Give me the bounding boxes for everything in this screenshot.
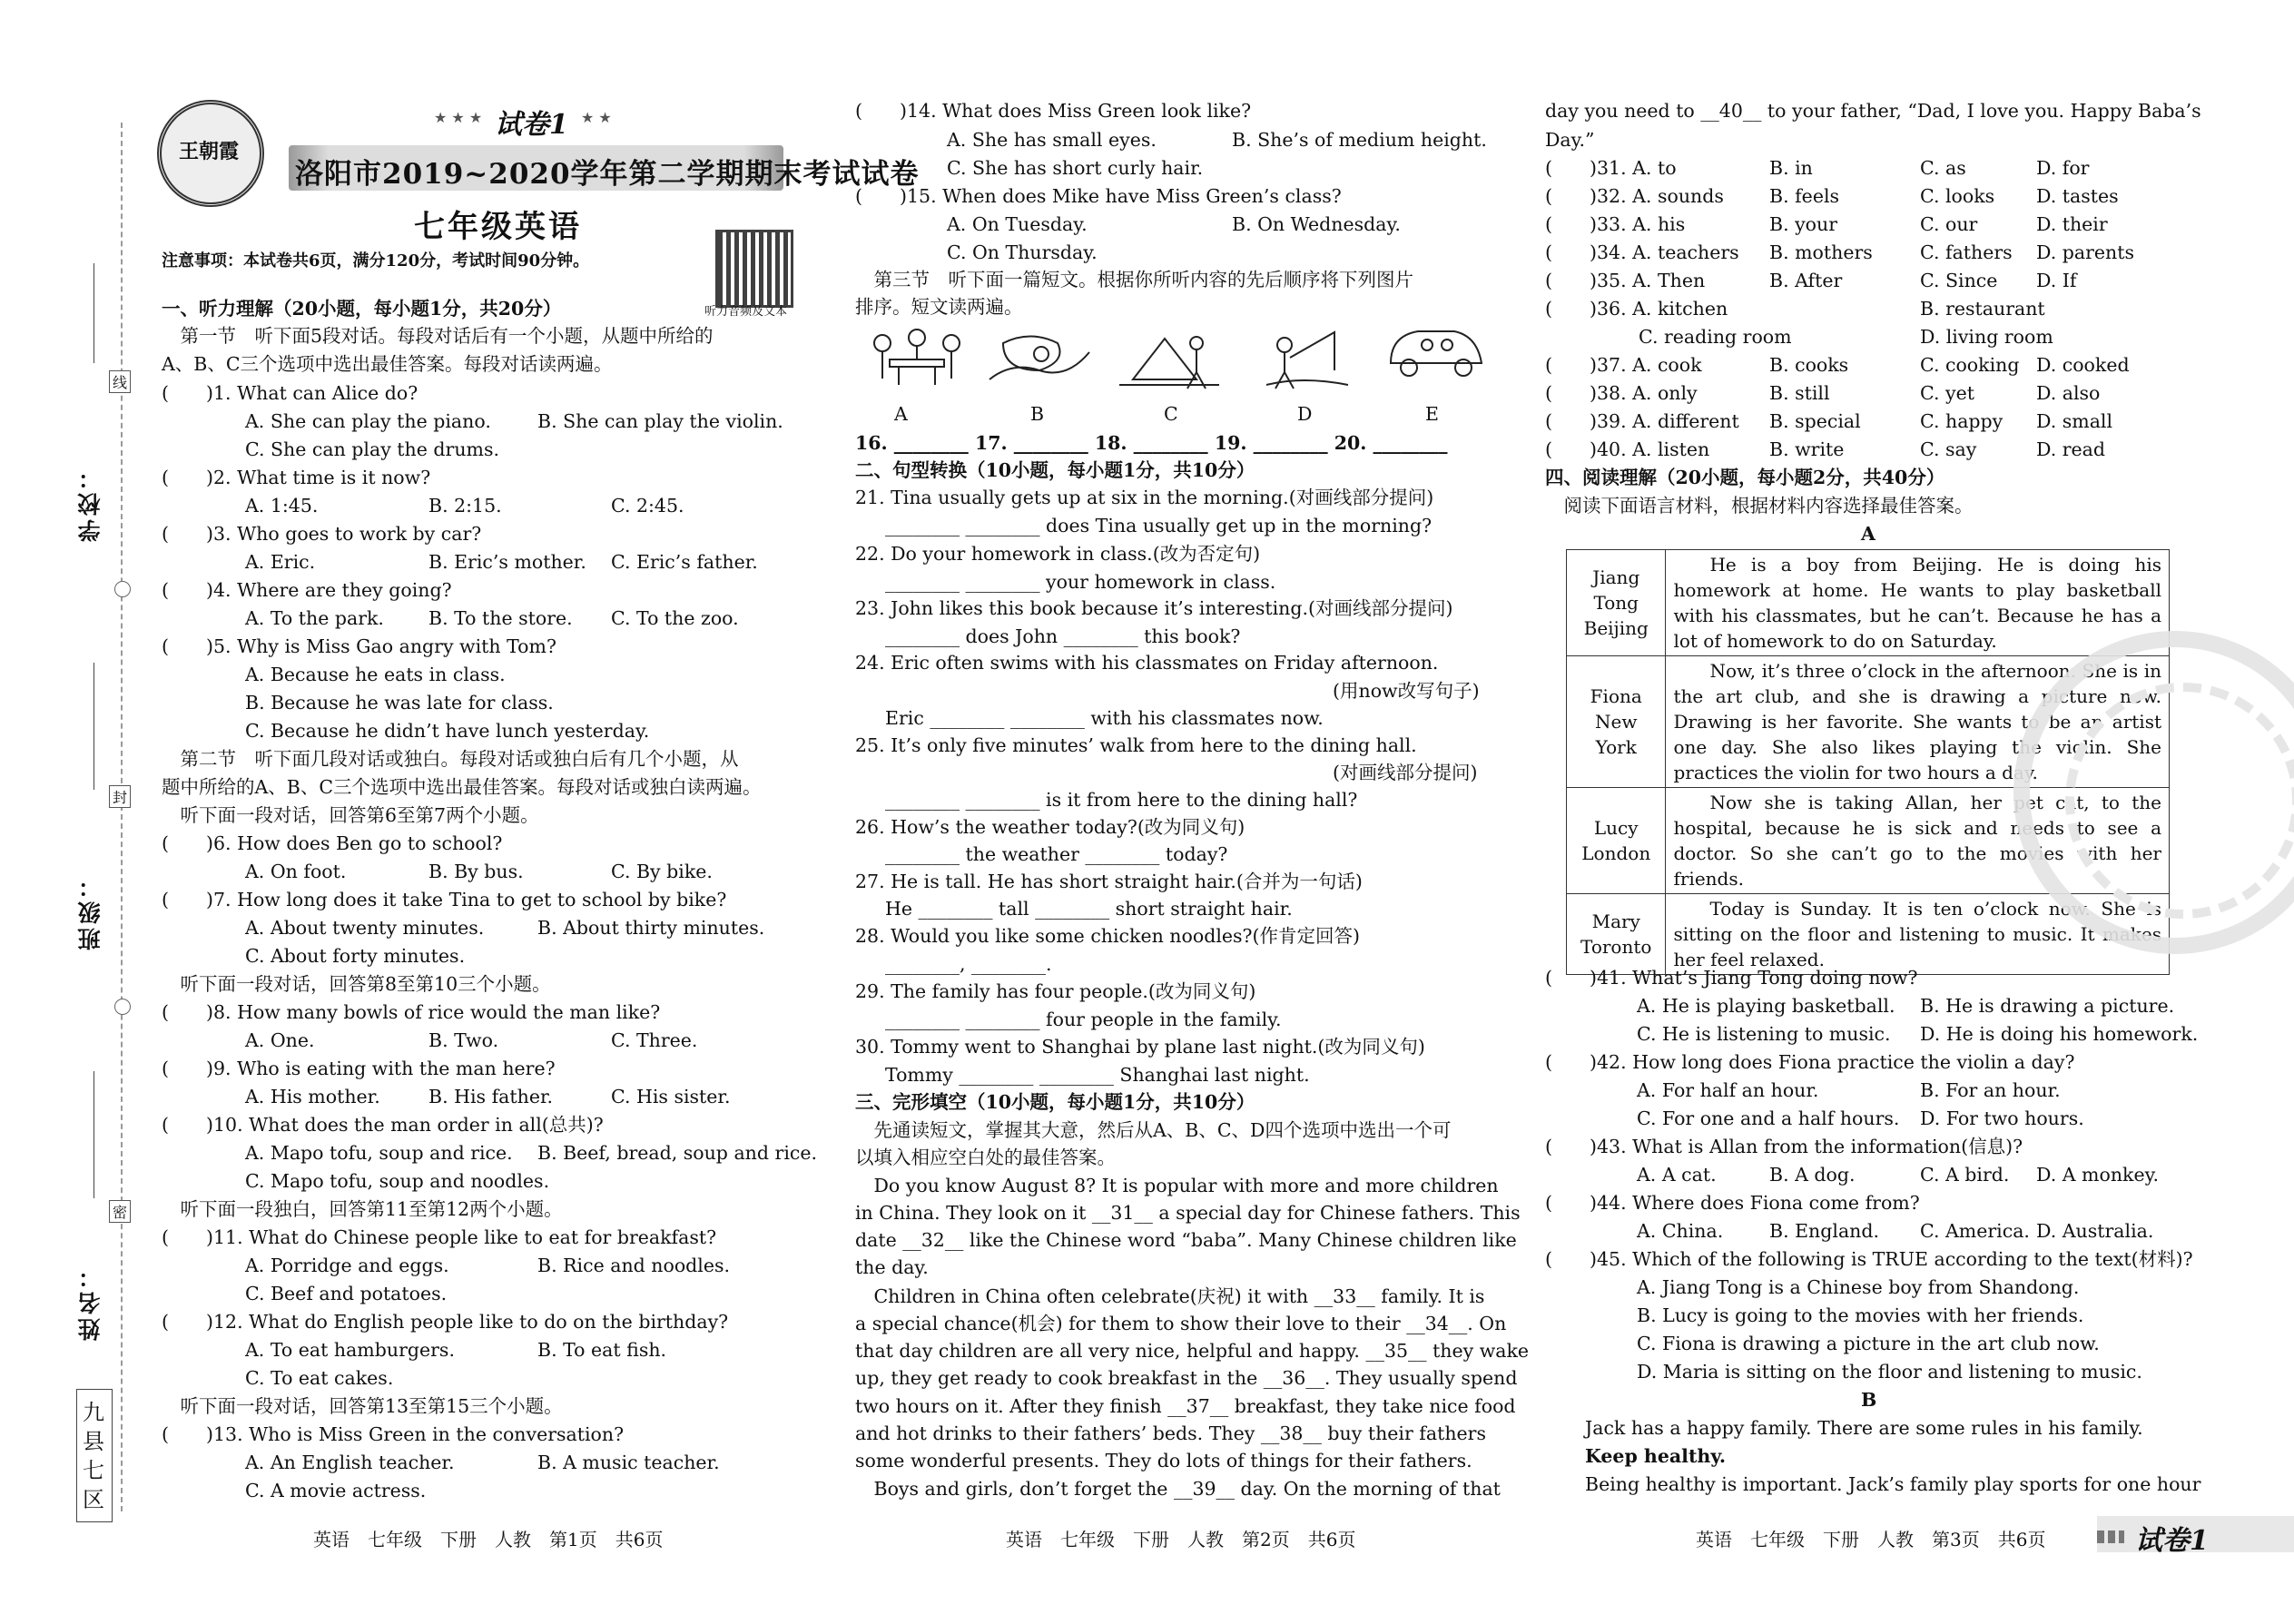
question: ( )2. What time is it now? bbox=[162, 467, 431, 488]
instruction: 听下面一段对话，回答第13至第15三个小题。 bbox=[162, 1395, 563, 1417]
option: D. living room bbox=[1920, 326, 2053, 348]
cloze-question: ( )39. A. different bbox=[1545, 410, 1739, 432]
cloze-question: ( )33. A. his bbox=[1545, 213, 1686, 235]
passage-line: some wonderful presents. They do lots of things for their fathers. bbox=[855, 1450, 1472, 1471]
option: C. To the zoo. bbox=[611, 607, 739, 629]
instruction: 题中所给的A、B、C三个选项中选出最佳答案。每段对话或独白读两遍。 bbox=[162, 776, 762, 798]
question: ( )43. What is Allan from the information(信息)? bbox=[1545, 1136, 2023, 1157]
option: B. cooks bbox=[1769, 354, 1849, 376]
cloze-question: ( )40. A. listen bbox=[1545, 438, 1710, 460]
passage-line: Being healthy is important. Jack’s family play sports for one hour bbox=[1585, 1473, 2201, 1495]
option: D. their bbox=[2036, 213, 2108, 235]
picture-c bbox=[1115, 325, 1222, 390]
option: B. still bbox=[1769, 382, 1830, 404]
section-heading: 二、句型转换（10小题，每小题1分，共10分） bbox=[855, 459, 1255, 481]
option: C. About forty minutes. bbox=[245, 945, 466, 967]
question: 28. Would you like some chicken noodles?(作肯定回答) bbox=[855, 925, 1361, 947]
option: B. To the store. bbox=[428, 607, 573, 629]
series-label: 试卷1 bbox=[495, 109, 568, 141]
picture-a bbox=[862, 325, 970, 390]
question: ( )41. What’s Jiang Tong doing now? bbox=[1545, 967, 1918, 989]
question: ( )6. How does Ben go to school? bbox=[162, 832, 503, 854]
instruction: 阅读下面语言材料，根据材料内容选择最佳答案。 bbox=[1545, 495, 1974, 517]
option: C. looks bbox=[1920, 185, 1995, 207]
instruction: 听下面一段对话，回答第8至第10三个小题。 bbox=[162, 973, 551, 995]
instruction-note: (用now改写句子) bbox=[1333, 680, 1480, 702]
passage-line: that day children are all very nice, helpful and happy. __35__ they wake bbox=[855, 1340, 1530, 1362]
instruction: 第三节 听下面一篇短文。根据你所听内容的先后顺序将下列图片 bbox=[855, 269, 1413, 290]
option: B. On Wednesday. bbox=[1232, 213, 1401, 235]
question: ( )11. What do Chinese people like to eat for breakfast? bbox=[162, 1226, 717, 1248]
footer-page-3: 英语 七年级 下册 人教 第3页 共6页 bbox=[1696, 1529, 2046, 1550]
answer-line[interactable]: He ________ tall ________ short straight hair. bbox=[885, 898, 1293, 920]
footer-page-1: 英语 七年级 下册 人教 第1页 共6页 bbox=[313, 1529, 664, 1550]
exam-title: 洛阳市2019~2020学年第二学期期末考试试卷 bbox=[295, 158, 920, 191]
seal-close-tag: 密 bbox=[109, 1200, 131, 1223]
cloze-question: ( )38. A. only bbox=[1545, 382, 1698, 404]
series-star-icon: ★ ★ bbox=[581, 109, 612, 126]
option: B. For an hour. bbox=[1920, 1079, 2061, 1101]
option: D. parents bbox=[2036, 241, 2134, 263]
answer-line[interactable]: ________ ________ does Tina usually get up in the morning? bbox=[885, 515, 1433, 536]
option: A. Mapo tofu, soup and rice. bbox=[245, 1142, 513, 1164]
question: 29. The family has four people.(改为同义句) bbox=[855, 980, 1256, 1002]
picture-label: A bbox=[894, 403, 908, 425]
option: B. Two. bbox=[428, 1029, 499, 1051]
option: B. special bbox=[1769, 410, 1861, 432]
question: ( )15. When does Mike have Miss Green’s class? bbox=[855, 185, 1342, 207]
option: D. For two hours. bbox=[1920, 1107, 2084, 1129]
cloze-question: ( )31. A. to bbox=[1545, 157, 1677, 179]
option: D. cooked bbox=[2036, 354, 2130, 376]
option: A. A cat. bbox=[1637, 1164, 1717, 1186]
instruction: 第二节 听下面几段对话或独白。每段对话或独白后有几个小题，从 bbox=[162, 748, 739, 770]
option: C. yet bbox=[1920, 382, 1974, 404]
footer-page-2: 英语 七年级 下册 人教 第2页 共6页 bbox=[1006, 1529, 1356, 1550]
option: A. Eric. bbox=[245, 551, 316, 573]
instruction: 听下面一段对话，回答第6至第7两个小题。 bbox=[162, 804, 539, 826]
option: A. On Tuesday. bbox=[947, 213, 1088, 235]
brand-logo-text: 王朝霞 bbox=[178, 140, 239, 163]
option: B. 2:15. bbox=[428, 495, 502, 517]
question: ( )42. How long does Fiona practice the violin a day? bbox=[1545, 1051, 2075, 1073]
question: ( )8. How many bowls of rice would the man like? bbox=[162, 1001, 661, 1023]
notice-text: 注意事项：本试卷共6页，满分120分，考试时间90分钟。 bbox=[162, 251, 590, 271]
option: D. tastes bbox=[2036, 185, 2119, 207]
option: C. Mapo tofu, soup and noodles. bbox=[245, 1170, 550, 1192]
instruction: 排序。短文读两遍。 bbox=[855, 296, 1023, 318]
option: A. For half an hour. bbox=[1637, 1079, 1819, 1101]
badge-squares-icon bbox=[2097, 1530, 2124, 1543]
option: A. China. bbox=[1637, 1220, 1724, 1242]
option: B. Rice and noodles. bbox=[537, 1255, 731, 1276]
name-label: 姓名： bbox=[77, 1262, 103, 1341]
option: B. Because he was late for class. bbox=[245, 692, 554, 714]
option: B. To eat fish. bbox=[537, 1339, 667, 1361]
answer-line[interactable]: ________ ________ your homework in class. bbox=[885, 571, 1276, 593]
instruction: 第一节 听下面5段对话。每段对话后有一个小题，从题中所给的 bbox=[162, 325, 714, 347]
answer-line[interactable]: ________ ________ four people in the family. bbox=[885, 1009, 1282, 1030]
passage-line: day you need to __40__ to your father, “Dad, I love you. Happy Baba’s bbox=[1545, 100, 2201, 122]
answer-blanks[interactable]: 16. ________ 17. ________ 18. ________ 19. ________ 20. ________ bbox=[855, 432, 1448, 454]
paper-badge: 试卷1 bbox=[2135, 1525, 2209, 1557]
passage-line: two hours on it. After they finish __37__ breakfast, they take nice food bbox=[855, 1395, 1516, 1417]
option: C. Fiona is drawing a picture in the art club now. bbox=[1637, 1333, 2100, 1354]
option: C. To eat cakes. bbox=[245, 1367, 394, 1389]
option: C. Because he didn’t have lunch yesterday. bbox=[245, 720, 650, 742]
question: 30. Tommy went to Shanghai by plane last night.(改为同义句) bbox=[855, 1036, 1425, 1058]
option: B. feels bbox=[1769, 185, 1840, 207]
picture-label: D bbox=[1297, 403, 1313, 425]
option: C. She has short curly hair. bbox=[947, 157, 1204, 179]
option: B. She can play the violin. bbox=[537, 410, 783, 432]
option: C. say bbox=[1920, 438, 1977, 460]
option: C. His sister. bbox=[611, 1086, 731, 1107]
option: B. your bbox=[1769, 213, 1838, 235]
option: D. for bbox=[2036, 157, 2090, 179]
option: B. By bus. bbox=[428, 861, 524, 882]
option: C. Eric’s father. bbox=[611, 551, 758, 573]
question: ( )4. Where are they going? bbox=[162, 579, 452, 601]
qr-code bbox=[715, 230, 793, 308]
option: B. His father. bbox=[428, 1086, 554, 1107]
option: A. About twenty minutes. bbox=[245, 917, 485, 939]
option: B. After bbox=[1769, 270, 1843, 291]
passage-subheading: Keep healthy. bbox=[1585, 1445, 1727, 1467]
passage-line: Children in China often celebrate(庆祝) it with __33__ family. It is bbox=[855, 1285, 1485, 1307]
cloze-question: ( )35. A. Then bbox=[1545, 270, 1706, 291]
picture-label: E bbox=[1425, 403, 1439, 425]
option: B. restaurant bbox=[1920, 298, 2045, 320]
option: C. 2:45. bbox=[611, 495, 684, 517]
option: B. Beef, bread, soup and rice. bbox=[537, 1142, 818, 1164]
class-label: 班级： bbox=[77, 871, 103, 950]
instruction: A、B、C三个选项中选出最佳答案。每段对话读两遍。 bbox=[162, 353, 613, 375]
question: 22. Do your homework in class.(改为否定句) bbox=[855, 543, 1261, 565]
option: A. One. bbox=[245, 1029, 315, 1051]
watermark-seal-inner bbox=[2065, 683, 2294, 919]
question: ( )1. What can Alice do? bbox=[162, 382, 418, 404]
table-cell-text: He is a boy from Beijing. He is doing his homework at home. He wants to play basketball with his classmates, but he can’t. Because he has a lot of homework to do on Saturday. bbox=[1666, 550, 2170, 656]
question: ( )14. What does Miss Green look like? bbox=[855, 100, 1252, 122]
option: A. She can play the piano. bbox=[245, 410, 491, 432]
picture-d bbox=[1248, 325, 1355, 390]
option: C. America. bbox=[1920, 1220, 2030, 1242]
option: C. A bird. bbox=[1920, 1164, 2010, 1186]
passage-line: the day. bbox=[855, 1256, 929, 1278]
option: A. On foot. bbox=[245, 861, 347, 882]
passage-line: Boys and girls, don’t forget the __39__ day. On the morning of that bbox=[855, 1478, 1501, 1500]
option: B. write bbox=[1769, 438, 1845, 460]
option: A. 1:45. bbox=[245, 495, 319, 517]
qr-caption: 听力音频及文本 bbox=[704, 305, 788, 319]
question: ( )9. Who is eating with the man here? bbox=[162, 1058, 556, 1079]
passage-line: and hot drinks to their fathers’ beds. They __38__ buy their fathers bbox=[855, 1422, 1486, 1444]
option: B. He is drawing a picture. bbox=[1920, 995, 2175, 1017]
table-cell-text: Now, it’s three o’clock in the afternoon. She is in the art club, and she is drawing a picture now. Drawing is her favorite. She wants to be an artist one day. She also likes playing the violin. She practices the violin for two hours a day. bbox=[1666, 656, 2170, 788]
option: B. Eric’s mother. bbox=[428, 551, 586, 573]
answer-line[interactable]: ________ ________ is it from here to the dining hall? bbox=[885, 789, 1358, 811]
passage-line: Do you know August 8? It is popular with more and more children bbox=[855, 1175, 1499, 1196]
question: ( )7. How long does it take Tina to get to school by bike? bbox=[162, 889, 727, 910]
question: ( )10. What does the man order in all(总共)? bbox=[162, 1114, 604, 1136]
question: 25. It’s only five minutes’ walk from here to the dining hall. bbox=[855, 734, 1417, 756]
option: A. To the park. bbox=[245, 607, 384, 629]
binding-dot-icon bbox=[114, 999, 131, 1015]
passage-line: Day.” bbox=[1545, 129, 1595, 151]
option: C. Since bbox=[1920, 270, 1998, 291]
option: C. fathers bbox=[1920, 241, 2013, 263]
section-heading: 一、听力理解（20小题，每小题1分，共20分） bbox=[162, 298, 562, 320]
passage-label-a: A bbox=[1861, 523, 1876, 545]
question: ( )3. Who goes to work by car? bbox=[162, 523, 482, 545]
option: A. Because he eats in class. bbox=[245, 664, 506, 685]
option: D. small bbox=[2036, 410, 2113, 432]
table-row bbox=[1567, 550, 2170, 656]
table-cell-name: Mary Toronto bbox=[1567, 894, 1666, 975]
option: B. mothers bbox=[1769, 241, 1873, 263]
question: ( )12. What do English people like to do on the birthday? bbox=[162, 1311, 729, 1333]
picture-e bbox=[1382, 318, 1489, 383]
instruction: 以填入相应空白处的最佳答案。 bbox=[855, 1147, 1116, 1168]
series-star-icon: ★ ★ ★ bbox=[434, 109, 483, 126]
option: A. She has small eyes. bbox=[947, 129, 1157, 151]
instruction-note: (对画线部分提问) bbox=[1333, 762, 1478, 783]
picture-label: C bbox=[1164, 403, 1178, 425]
region-label: 九县七区 bbox=[83, 1400, 104, 1512]
option: A. Porridge and eggs. bbox=[245, 1255, 449, 1276]
answer-line[interactable]: ________ the weather ________ today? bbox=[885, 843, 1228, 865]
answer-line[interactable]: Tommy ________ ________ Shanghai last night. bbox=[885, 1064, 1310, 1086]
option: D. Australia. bbox=[2036, 1220, 2154, 1242]
option: A. Jiang Tong is a Chinese boy from Shandong. bbox=[1637, 1276, 2080, 1298]
table-cell-name: Fiona New York bbox=[1567, 656, 1666, 788]
option: C. On Thursday. bbox=[947, 241, 1098, 263]
question: 26. How’s the weather today?(改为同义句) bbox=[855, 816, 1245, 838]
option: C. He is listening to music. bbox=[1637, 1023, 1891, 1045]
option: A. He is playing basketball. bbox=[1637, 995, 1895, 1017]
binding-dash-line bbox=[121, 123, 123, 1511]
option: C. Three. bbox=[611, 1029, 698, 1051]
option: B. She’s of medium height. bbox=[1232, 129, 1487, 151]
option: B. A music teacher. bbox=[537, 1452, 720, 1473]
exam-subject: 七年级英语 bbox=[414, 209, 582, 245]
cloze-question: ( )34. A. teachers bbox=[1545, 241, 1739, 263]
seal-line-tag: 线 bbox=[109, 370, 131, 393]
option: C. Beef and potatoes. bbox=[245, 1283, 448, 1304]
picture-label: B bbox=[1030, 403, 1045, 425]
section-heading: 三、完形填空（10小题，每小题1分，共10分） bbox=[855, 1091, 1255, 1113]
option: A. An English teacher. bbox=[245, 1452, 455, 1473]
question: ( )44. Where does Fiona come from? bbox=[1545, 1192, 1920, 1214]
option: D. also bbox=[2036, 382, 2101, 404]
option: C. our bbox=[1920, 213, 1978, 235]
answer-line[interactable]: ________ does John ________ this book? bbox=[885, 625, 1241, 647]
option: C. reading room bbox=[1639, 326, 1792, 348]
passage-line: in China. They look on it __31__ a special day for Chinese fathers. This bbox=[855, 1202, 1521, 1224]
table-cell-name: Jiang Tong Beijing bbox=[1567, 550, 1666, 656]
question: 23. John likes this book because it’s interesting.(对画线部分提问) bbox=[855, 597, 1453, 619]
option: C. as bbox=[1920, 157, 1966, 179]
instruction: 听下面一段独白，回答第11至第12两个小题。 bbox=[162, 1198, 563, 1220]
option: D. He is doing his homework. bbox=[1920, 1023, 2199, 1045]
passage-line: up, they get ready to cook breakfast in the __36__. They usually spend bbox=[855, 1367, 1518, 1389]
option: C. cooking bbox=[1920, 354, 2020, 376]
option: A. His mother. bbox=[245, 1086, 380, 1107]
option: B. in bbox=[1769, 157, 1813, 179]
option: D. Maria is sitting on the floor and listening to music. bbox=[1637, 1361, 2142, 1383]
option: C. She can play the drums. bbox=[245, 438, 499, 460]
option: D. read bbox=[2036, 438, 2106, 460]
option: D. If bbox=[2036, 270, 2077, 291]
option: C. By bike. bbox=[611, 861, 713, 882]
option: C. happy bbox=[1920, 410, 2004, 432]
question: ( )5. Why is Miss Gao angry with Tom? bbox=[162, 635, 556, 657]
cloze-question: ( )36. A. kitchen bbox=[1545, 298, 1728, 320]
cloze-question: ( )32. A. sounds bbox=[1545, 185, 1724, 207]
binding-dot-icon bbox=[114, 581, 131, 597]
instruction: 先通读短文，掌握其大意，然后从A、B、C、D四个选项中选出一个可 bbox=[855, 1119, 1452, 1141]
seal-seal-tag: 封 bbox=[109, 785, 131, 808]
answer-line[interactable]: ________, ________. bbox=[885, 953, 1052, 975]
table-cell-text: Now she is taking Allan, her pet cat, to the hospital, because he is sick and needs to see a doctor. So she can’t go to the movies with her friends. bbox=[1666, 788, 2170, 894]
question: ( )45. Which of the following is TRUE according to the text(材料)? bbox=[1545, 1248, 2193, 1270]
passage-line: a special chance(机会) for them to show their love to their __34__. On bbox=[855, 1313, 1507, 1334]
option: B. A dog. bbox=[1769, 1164, 1856, 1186]
option: A. To eat hamburgers. bbox=[245, 1339, 455, 1361]
question: 24. Eric often swims with his classmates on Friday afternoon. bbox=[855, 652, 1439, 674]
question: ( )13. Who is Miss Green in the conversation? bbox=[162, 1423, 625, 1445]
passage-label-b: B bbox=[1861, 1389, 1877, 1411]
question: 21. Tina usually gets up at six in the morning.(对画线部分提问) bbox=[855, 487, 1434, 508]
option: B. England. bbox=[1769, 1220, 1880, 1242]
school-label: 学校： bbox=[77, 463, 103, 542]
option: B. Lucy is going to the movies with her friends. bbox=[1637, 1304, 2084, 1326]
table-cell-name: Lucy London bbox=[1567, 788, 1666, 894]
table-cell-text: Today is Sunday. It is ten o’clock now. She is sitting on the floor and listening to music. It makes her feel relaxed. bbox=[1666, 894, 2170, 975]
question: 27. He is tall. He has short straight hair.(合并为一句话) bbox=[855, 871, 1363, 892]
picture-b bbox=[985, 325, 1092, 390]
option: C. A movie actress. bbox=[245, 1480, 427, 1501]
option: B. About thirty minutes. bbox=[537, 917, 765, 939]
answer-line[interactable]: Eric ________ ________ with his classmates now. bbox=[885, 707, 1324, 729]
option: D. A monkey. bbox=[2036, 1164, 2159, 1186]
option: C. For one and a half hours. bbox=[1637, 1107, 1900, 1129]
cloze-question: ( )37. A. cook bbox=[1545, 354, 1702, 376]
passage-line: Jack has a happy family. There are some rules in his family. bbox=[1585, 1417, 2143, 1439]
passage-line: date __32__ like the Chinese word “baba”. Many Chinese children like bbox=[855, 1229, 1517, 1251]
section-heading: 四、阅读理解（20小题，每小题2分，共40分） bbox=[1545, 467, 1945, 488]
